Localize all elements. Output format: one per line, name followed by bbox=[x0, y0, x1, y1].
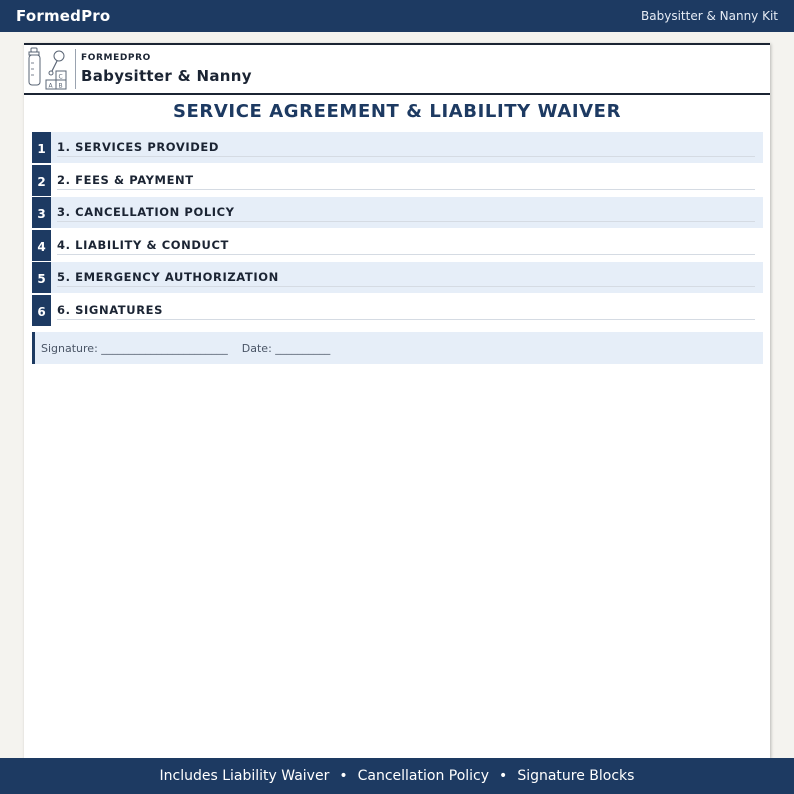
footer-item-signature: Signature Blocks bbox=[517, 768, 635, 784]
section-rule bbox=[57, 254, 755, 255]
footer-separator: • bbox=[499, 768, 508, 784]
section-row bbox=[32, 295, 763, 326]
date-field[interactable]: Date: __________ bbox=[241, 341, 331, 355]
document-sheet bbox=[24, 43, 770, 758]
section-label: 4. LIABILITY & CONDUCT bbox=[57, 237, 229, 252]
footer-item-cancellation: Cancellation Policy bbox=[357, 768, 490, 784]
document-title: SERVICE AGREEMENT & LIABILITY WAIVER bbox=[172, 101, 622, 122]
section-label: 5. EMERGENCY AUTHORIZATION bbox=[57, 270, 279, 284]
footer-bar bbox=[0, 758, 794, 794]
section-rule bbox=[57, 319, 755, 320]
section-label: 6. SIGNATURES bbox=[57, 302, 163, 317]
svg-text:C: C bbox=[58, 73, 63, 81]
svg-text:A: A bbox=[48, 82, 53, 90]
section-number: 3 bbox=[32, 197, 51, 228]
section-rule bbox=[57, 189, 755, 190]
section-rule bbox=[57, 286, 755, 287]
section-row bbox=[32, 230, 763, 261]
kit-name: Babysitter & Nanny Kit bbox=[641, 9, 778, 23]
signature-block bbox=[32, 332, 763, 364]
document-header bbox=[24, 45, 770, 95]
section-rule bbox=[57, 156, 755, 157]
section-rule bbox=[57, 221, 755, 222]
signature-field[interactable]: Signature: _______________________ bbox=[41, 341, 228, 355]
section-number: 6 bbox=[32, 295, 51, 326]
section-label: 3. CANCELLATION POLICY bbox=[57, 205, 235, 219]
section-number: 1 bbox=[32, 132, 51, 163]
org-name: FORMEDPRO bbox=[81, 53, 151, 63]
section-row bbox=[32, 132, 763, 163]
svg-text:B: B bbox=[58, 82, 63, 90]
section-row bbox=[32, 262, 763, 293]
section-row bbox=[32, 165, 763, 196]
section-number: 2 bbox=[32, 165, 51, 196]
section-row bbox=[32, 197, 763, 228]
footer-separator: • bbox=[339, 768, 348, 784]
baby-bottle-rattle-blocks-icon bbox=[26, 47, 74, 91]
top-bar bbox=[0, 0, 794, 32]
form-subtitle: Babysitter & Nanny bbox=[81, 67, 252, 85]
section-label: 2. FEES & PAYMENT bbox=[57, 172, 194, 187]
section-number: 4 bbox=[32, 230, 51, 261]
footer-item-liability: Includes Liability Waiver bbox=[159, 768, 330, 784]
section-list bbox=[32, 132, 763, 327]
section-label: 1. SERVICES PROVIDED bbox=[57, 140, 220, 154]
section-number: 5 bbox=[32, 262, 51, 293]
header-divider bbox=[75, 49, 76, 89]
brand-name: FormedPro bbox=[16, 7, 111, 25]
